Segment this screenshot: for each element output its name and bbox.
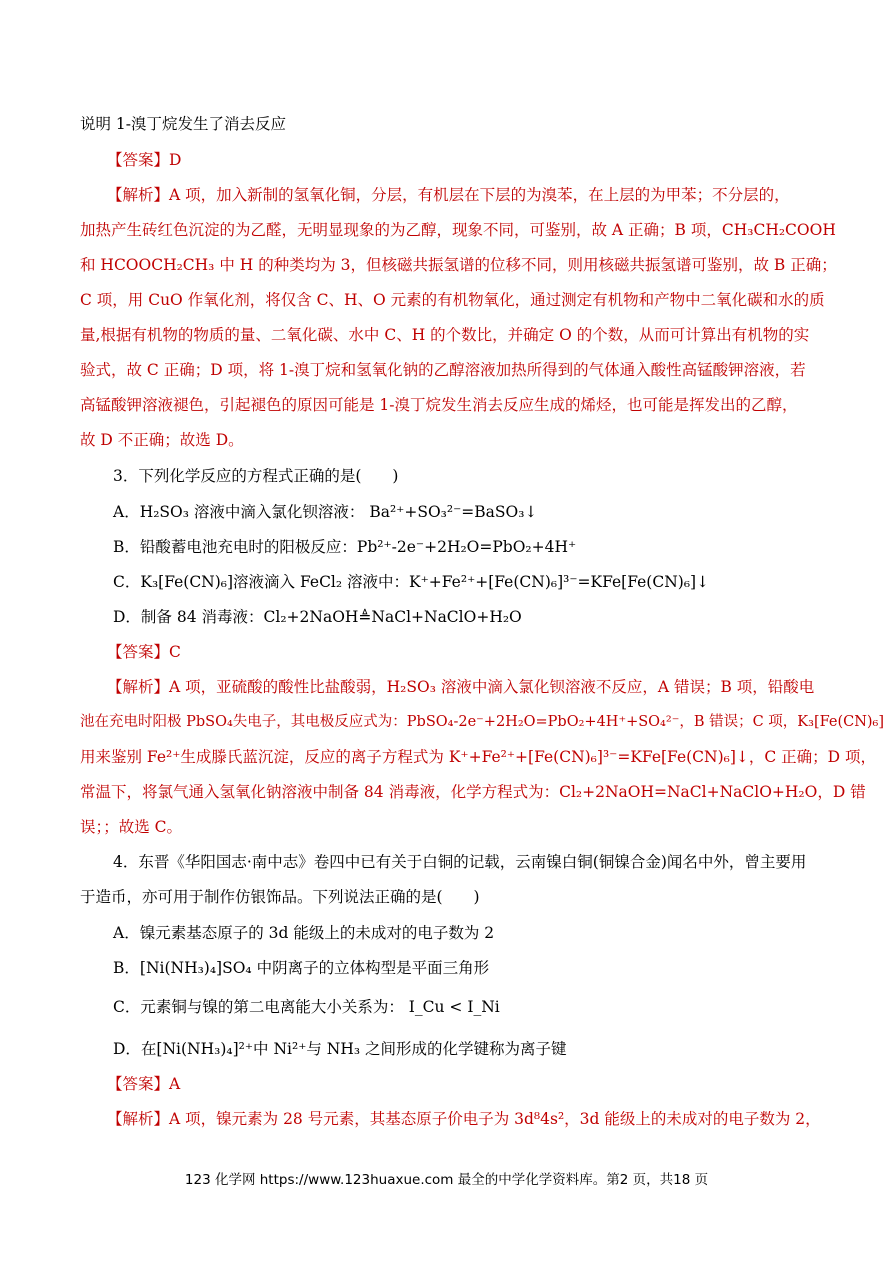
analysis-text: A 项，加入新制的氢氧化铜，分层，有机层在下层的为溴苯，在上层的为甲苯；不分层的， bbox=[169, 186, 790, 204]
analysis-line: 量,根据有机物的物质的量、二氧化碳、水中 C、H 的个数比，并确定 O 的个数，从而可计算出有机物的实 bbox=[80, 326, 810, 344]
analysis-text: A 项，亚硫酸的酸性比盐酸弱，H₂SO₃ 溶液中滴入氯化钡溶液不反应，A 错误；B 项，铅酸电 bbox=[169, 678, 815, 696]
analysis-line: 验式，故 C 正确；D 项，将 1-溴丁烷和氢氧化钠的乙醇溶液加热所得到的气体通入酸性高锰酸钾溶液，若 bbox=[80, 361, 806, 379]
analysis-line bbox=[107, 1109, 821, 1129]
answer-tag: 【答案】 bbox=[107, 643, 170, 661]
answer-value: A bbox=[169, 1075, 181, 1093]
analysis-line: 高锰酸钾溶液褪色，引起褪色的原因可能是 1-溴丁烷发生消去反应生成的烯烃，也可能是挥发出的乙醇， bbox=[80, 396, 798, 414]
option-b: B．[Ni(NH₃)₄]SO₄ 中阴离子的立体构型是平面三角形 bbox=[113, 959, 490, 977]
answer-value: C bbox=[169, 643, 181, 661]
question-stem: 3．下列化学反应的方程式正确的是( ) bbox=[113, 467, 399, 485]
option-d: D．制备 84 消毒液：Cl₂+2NaOH≜NaCl+NaClO+H₂O bbox=[113, 608, 522, 626]
option-b: B．铅酸蓄电池充电时的阳极反应：Pb²⁺-2e⁻+2H₂O=PbO₂+4H⁺ bbox=[113, 538, 577, 556]
option-a: A．H₂SO₃ 溶液中滴入氯化钡溶液： Ba²⁺+SO₃²⁻=BaSO₃↓ bbox=[113, 503, 538, 521]
analysis-tag: 【解析】 bbox=[107, 678, 170, 696]
analysis-line: 加热产生砖红色沉淀的为乙醛，无明显现象的为乙醇，现象不同，可鉴别，故 A 正确；B 项，CH₃CH₂COOH bbox=[80, 221, 836, 239]
analysis-line: 误；；故选 C。 bbox=[80, 818, 183, 836]
answer-line bbox=[107, 642, 181, 662]
intro-line: 说明 1-溴丁烷发生了消去反应 bbox=[80, 115, 287, 133]
option-c: C．元素铜与镍的第二电离能大小关系为： I_Cu < I_Ni bbox=[113, 998, 500, 1016]
page-footer: 123 化学网 https://www.123huaxue.com 最全的中学化学资料库。第2 页，共18 页 bbox=[184, 1172, 709, 1188]
answer-value: D bbox=[169, 151, 182, 169]
analysis-line: 池在充电时阳极 PbSO₄失电子，其电极反应式为：PbSO₄-2e⁻+2H₂O=PbO₂+4H⁺+SO₄²⁻，B 错误；C 项，K₃[Fe(CN)₆] bbox=[80, 714, 885, 730]
question-stem: 于造币，亦可用于制作仿银饰品。下列说法正确的是( ) bbox=[80, 888, 480, 906]
option-d: D．在[Ni(NH₃)₄]²⁺中 Ni²⁺与 NH₃ 之间形成的化学键称为离子键 bbox=[113, 1040, 567, 1058]
answer-line bbox=[107, 150, 181, 170]
question-stem: 4．东晋《华阳国志·南中志》卷四中已有关于白铜的记载，云南镍白铜(铜镍合金)闻名中外，曾主要用 bbox=[113, 853, 807, 871]
analysis-line: 用来鉴别 Fe²⁺生成滕氏蓝沉淀，反应的离子方程式为 K⁺+Fe²⁺+[Fe(CN)₆]³⁻=KFe[Fe(CN)₆]↓，C 正确；D 项， bbox=[80, 748, 877, 766]
option-a: A．镍元素基态原子的 3d 能级上的未成对的电子数为 2 bbox=[113, 924, 495, 942]
analysis-line bbox=[107, 677, 814, 697]
answer-tag: 【答案】 bbox=[107, 151, 170, 169]
analysis-text: A 项，镍元素为 28 号元素，其基态原子价电子为 3d⁸4s²，3d 能级上的未成对的电子数为 2， bbox=[169, 1110, 821, 1128]
analysis-line: 和 HCOOCH₂CH₃ 中 H 的种类均为 3，但核磁共振氢谱的位移不同，则用核磁共振氢谱可鉴别，故 B 正确； bbox=[80, 256, 837, 274]
analysis-line: 常温下，将氯气通入氢氧化钠溶液中制备 84 消毒液，化学方程式为：Cl₂+2NaOH=NaCl+NaClO+H₂O，D 错 bbox=[80, 783, 866, 801]
analysis-line: C 项，用 CuO 作氧化剂，将仅含 C、H、O 元素的有机物氧化，通过测定有机物和产物中二氧化碳和水的质 bbox=[80, 291, 825, 309]
option-c: C．K₃[Fe(CN)₆]溶液滴入 FeCl₂ 溶液中：K⁺+Fe²⁺+[Fe(CN)₆]³⁻=KFe[Fe(CN)₆]↓ bbox=[113, 573, 710, 591]
analysis-line bbox=[107, 185, 790, 205]
analysis-tag: 【解析】 bbox=[107, 1110, 170, 1128]
answer-line bbox=[107, 1074, 180, 1094]
analysis-tag: 【解析】 bbox=[107, 186, 170, 204]
answer-tag: 【答案】 bbox=[107, 1075, 170, 1093]
analysis-line: 故 D 不正确；故选 D。 bbox=[80, 431, 244, 449]
